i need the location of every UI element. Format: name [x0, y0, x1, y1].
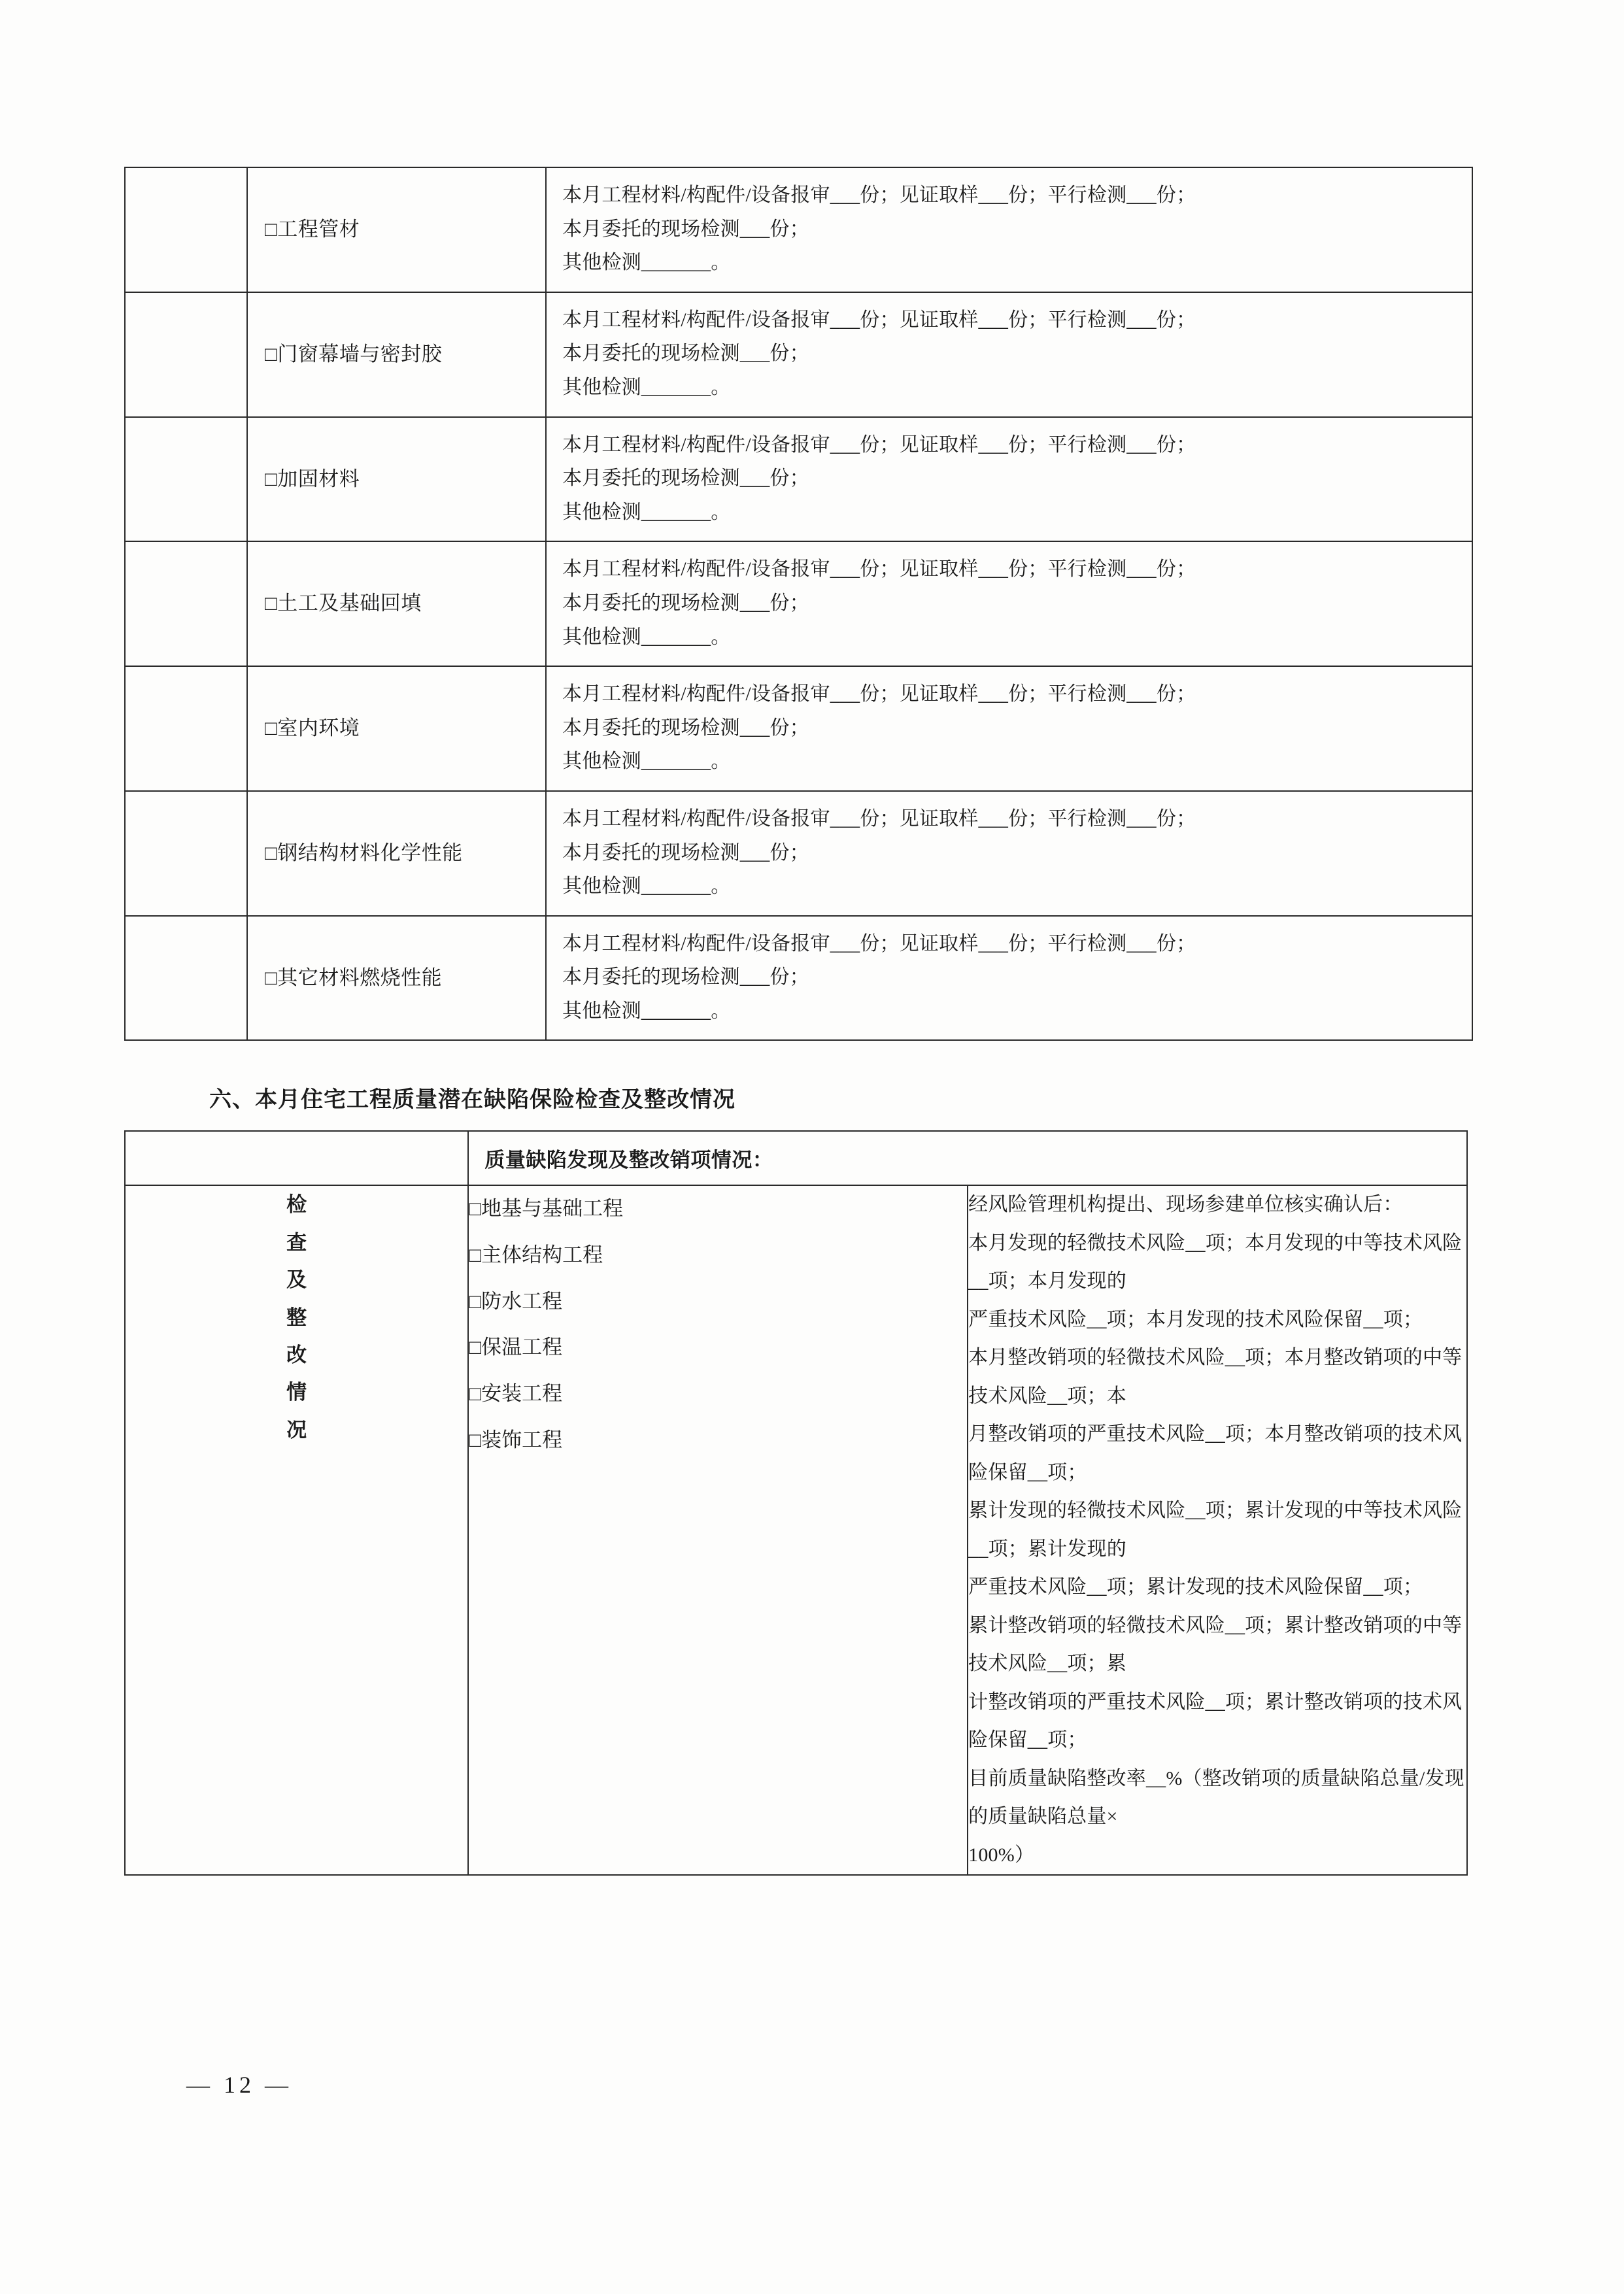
spacer-cell: [125, 417, 247, 542]
detail-line: 严重技术风险__项；累计发现的技术风险保留__项；: [968, 1576, 1423, 1598]
detail-line: 累计发现的轻微技术风险__项；累计发现的中等技术风险__项；累计发现的: [968, 1500, 1463, 1560]
spacer-cell: [125, 791, 247, 916]
checkbox-option[interactable]: □主体结构工程: [469, 1243, 603, 1267]
detail-line: 本月工程材料/构配件/设备报审___份；见证取样___份；平行检测___份；: [562, 184, 1196, 206]
detail-line: 本月工程材料/构配件/设备报审___份；见证取样___份；平行检测___份；: [562, 309, 1196, 331]
detail-text: [547, 542, 1472, 666]
detail-line: 月整改销项的严重技术风险__项；本月整改销项的技术风险保留__项；: [968, 1423, 1463, 1483]
checkbox-option[interactable]: □钢结构材料化学性能: [265, 841, 463, 865]
spacer-cell: [125, 916, 247, 1041]
detail-line: 本月工程材料/构配件/设备报审___份；见证取样___份；平行检测___份；: [562, 683, 1196, 705]
table-row: [125, 167, 1472, 292]
material-inspection-table: [124, 167, 1473, 1041]
detail-line: 其他检测_______。: [562, 501, 731, 523]
defect-header-text: 质量缺陷发现及整改销项情况：: [484, 1149, 773, 1172]
checkbox-option[interactable]: □工程管材: [265, 218, 360, 241]
detail-line: 本月委托的现场检测___份；: [562, 841, 809, 864]
detail-text: [547, 792, 1472, 915]
checkbox-option[interactable]: □其它材料燃烧性能: [265, 966, 443, 989]
detail-line: 累计整改销项的轻微技术风险__项；累计整改销项的中等技术风险__项；累: [968, 1614, 1463, 1675]
detail-line: 本月委托的现场检测___份；: [562, 218, 809, 240]
table-row: [125, 1185, 1467, 1875]
checkbox-option[interactable]: □门窗幕墙与密封胶: [265, 342, 443, 365]
page-number: — 12 —: [186, 2072, 292, 2098]
table-row: [125, 666, 1472, 791]
row-label-char: 情: [286, 1381, 307, 1404]
detail-line: 经风险管理机构提出、现场参建单位核实确认后：: [968, 1194, 1403, 1216]
material-detail-cell: [546, 666, 1472, 791]
material-label-cell: [247, 167, 546, 292]
detail-line: 本月工程材料/构配件/设备报审___份；见证取样___份；平行检测___份；: [562, 807, 1196, 830]
defect-insurance-table: [124, 1130, 1468, 1876]
defect-table-body: [125, 1131, 1467, 1875]
detail-line: 本月委托的现场检测___份；: [562, 592, 809, 614]
detail-line: 严重技术风险__项；本月发现的技术风险保留__项；: [968, 1308, 1423, 1330]
detail-line: 本月委托的现场检测___份；: [562, 717, 809, 739]
detail-line: 其他检测_______。: [562, 376, 731, 398]
defect-header-cell: [468, 1131, 1467, 1185]
detail-line: 其他检测_______。: [562, 626, 731, 648]
detail-text: [547, 293, 1472, 416]
material-detail-cell: [546, 292, 1472, 417]
material-label-cell: [247, 791, 546, 916]
detail-line: 本月工程材料/构配件/设备报审___份；见证取样___份；平行检测___份；: [562, 558, 1196, 581]
row-label-char: 及: [286, 1268, 307, 1292]
scope-checkbox-cell: [468, 1185, 968, 1875]
checkbox-option[interactable]: □加固材料: [265, 467, 360, 490]
row-label-char: 检: [286, 1193, 307, 1217]
table-row: [125, 541, 1472, 666]
table-row: [125, 417, 1472, 542]
material-detail-cell: [546, 916, 1472, 1041]
spacer-cell: [125, 292, 247, 417]
material-label-cell: [247, 292, 546, 417]
spacer-cell: [125, 167, 247, 292]
checkbox-option[interactable]: □防水工程: [469, 1289, 563, 1313]
table-row: [125, 1131, 1467, 1185]
spacer-cell: [125, 1131, 468, 1185]
material-detail-cell: [546, 541, 1472, 666]
detail-text: [547, 418, 1472, 541]
row-label-char: 改: [286, 1343, 307, 1366]
checkbox-option[interactable]: □地基与基础工程: [469, 1197, 624, 1221]
material-label-cell: [247, 916, 546, 1041]
checkbox-option[interactable]: □土工及基础回填: [265, 592, 422, 615]
detail-line: 本月发现的轻微技术风险__项；本月发现的中等技术风险__项；本月发现的: [968, 1232, 1463, 1292]
material-detail-cell: [546, 791, 1472, 916]
detail-line: 本月委托的现场检测___份；: [562, 467, 809, 490]
section-six-title: 六、本月住宅工程质量潜在缺陷保险检查及整改情况: [209, 1087, 736, 1113]
checkbox-option[interactable]: □安装工程: [469, 1382, 563, 1406]
detail-line: 目前质量缺陷整改率__%（整改销项的质量缺陷总量/发现的质量缺陷总量×: [968, 1767, 1464, 1828]
detail-text: [547, 917, 1472, 1040]
table-row: [125, 292, 1472, 417]
detail-line: 其他检测_______。: [562, 875, 731, 898]
detail-line: 其他检测_______。: [562, 252, 731, 274]
spacer-cell: [125, 541, 247, 666]
detail-line: 本月工程材料/构配件/设备报审___份；见证取样___份；平行检测___份；: [562, 433, 1196, 456]
detail-line: 其他检测_______。: [562, 1000, 731, 1022]
detail-text: [547, 168, 1472, 292]
checkbox-option[interactable]: □室内环境: [265, 717, 360, 740]
row-label-char: 整: [286, 1306, 307, 1329]
spacer-cell: [125, 666, 247, 791]
material-label-cell: [247, 541, 546, 666]
defect-detail-cell: [968, 1185, 1467, 1875]
detail-line: 本月委托的现场检测___份；: [562, 343, 809, 365]
checkbox-option[interactable]: □保温工程: [469, 1336, 563, 1359]
detail-line: 本月整改销项的轻微技术风险__项；本月整改销项的中等技术风险__项；本: [968, 1347, 1463, 1407]
detail-line: 本月委托的现场检测___份；: [562, 966, 809, 988]
detail-text: [547, 667, 1472, 790]
detail-line: 本月工程材料/构配件/设备报审___份；见证取样___份；平行检测___份；: [562, 932, 1196, 954]
page-content: [124, 167, 1497, 1876]
table-row: [125, 916, 1472, 1041]
detail-line: 计整改销项的严重技术风险__项；累计整改销项的技术风险保留__项；: [968, 1691, 1463, 1751]
checkbox-option[interactable]: □装饰工程: [469, 1428, 563, 1451]
detail-line: 其他检测_______。: [562, 751, 731, 773]
row-label-char: 况: [286, 1418, 307, 1442]
material-label-cell: [247, 417, 546, 542]
material-detail-cell: [546, 417, 1472, 542]
row-label-cell: [125, 1185, 468, 1875]
material-table-body: [125, 167, 1472, 1040]
material-detail-cell: [546, 167, 1472, 292]
material-label-cell: [247, 666, 546, 791]
detail-line: 100%）: [968, 1844, 1035, 1866]
table-row: [125, 791, 1472, 916]
row-label-char: 查: [286, 1230, 307, 1254]
